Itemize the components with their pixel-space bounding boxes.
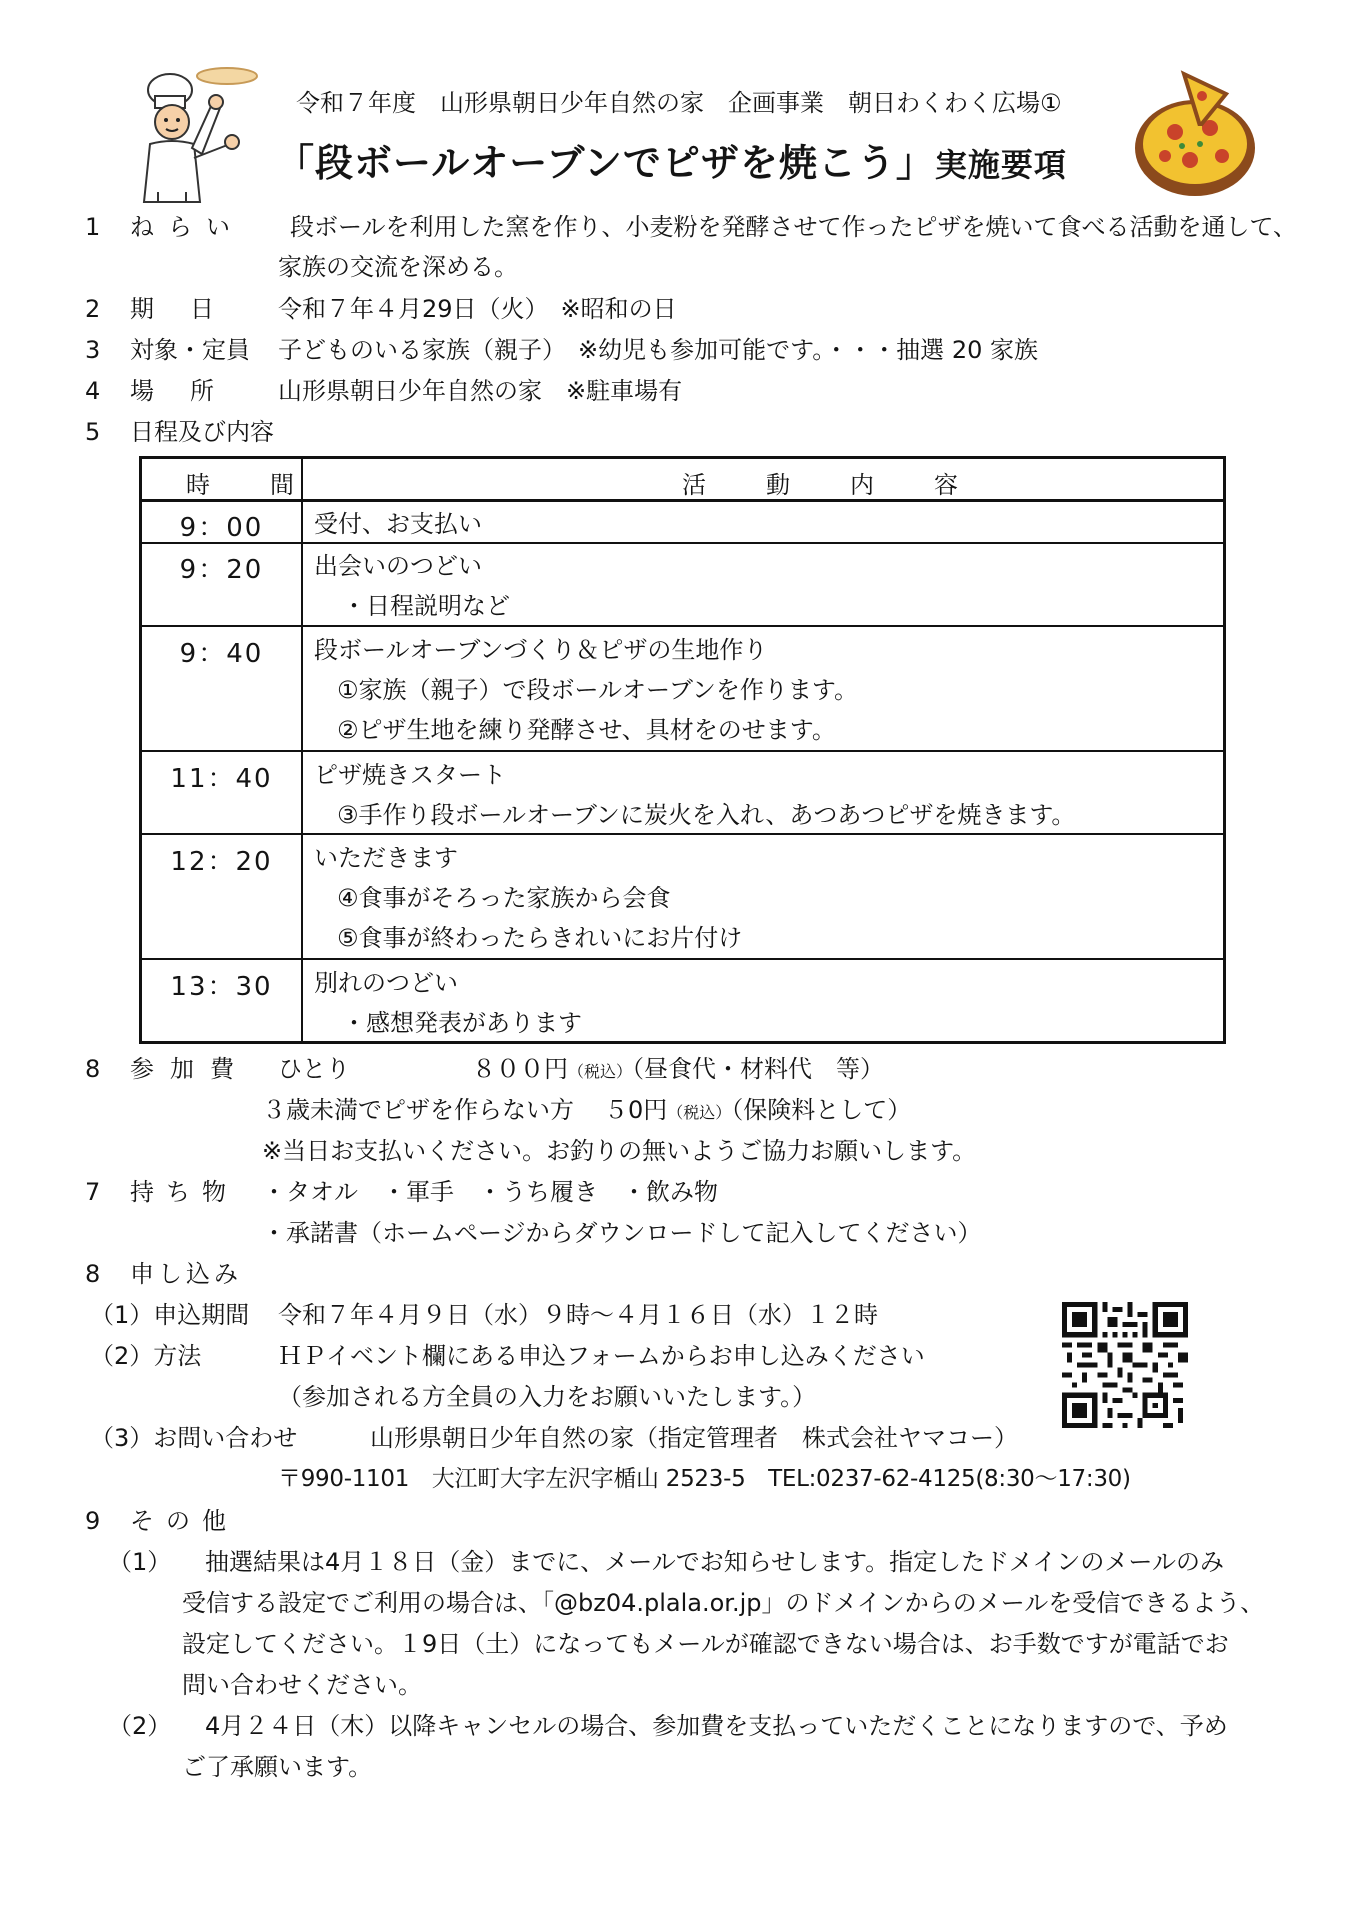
belongings-label: 持ち物 [130,1178,238,1206]
schedule-table [139,456,1226,1044]
schedule-heading: 日程及び内容 [130,418,274,446]
fee-price-2: ５0円 [604,1096,668,1124]
date-label: 期 日 [130,295,220,323]
contact-address: 〒990-1101 大江町大字左沢字楯山 2523-5 TEL:0237-62-4125(8:30～17:30) [278,1466,1131,1492]
target-label: 対象・定員 [130,336,250,364]
header-line: 令和７年度 山形県朝日少年自然の家 企画事業 朝日わくわく広場① [296,89,1062,117]
schedule-activity-title: 受付、お支払い [314,510,482,538]
application-method-label: （2）方法 [90,1342,202,1370]
row-divider [142,750,1223,752]
schedule-time: 9：40 [179,639,264,669]
row-divider [142,542,1223,544]
title-main: 「段ボールオーブンでピザを焼こう」 [276,141,935,185]
pizza-illustration [1130,70,1260,200]
other-item-2-line: 4月２４日（木）以降キャンセルの場合、参加費を支払っていただくことになりますので、予め [205,1712,1228,1740]
schedule-activity-title: いただきます [314,844,458,872]
aim-label: ねらい [130,213,244,241]
schedule-activity-title: ピザ焼きスタート [314,761,506,789]
section-number: 1 [85,213,101,241]
aim-text-1: 段ボールを利用した窯を作り、小麦粉を発酵させて作ったピザを焼いて食べる活動を通して、 [290,213,1298,241]
schedule-activity-detail: ③手作り段ボールオーブンに炭火を入れ、あつあつピザを焼きます。 [337,801,1076,829]
schedule-activity-detail: ・感想発表があります [342,1009,582,1037]
fee-line-2 [604,1095,911,1128]
section-number: 7 [85,1178,101,1206]
fee-who-2: ３歳未満でピザを作らない方 [262,1096,574,1124]
fee-tax-2: （税込） [667,1103,732,1122]
fee-price-1: ８００円 [472,1055,568,1083]
other-item-1-label: （1） [108,1548,172,1576]
time-column-header: 時 間 [186,471,312,499]
application-period: 令和７年４月９日（水）９時～４月１６日（水）１２時 [278,1301,878,1329]
schedule-activity-title: 段ボールオーブンづくり＆ピザの生地作り [314,636,768,664]
schedule-activity-detail: ④食事がそろった家族から会食 [337,884,671,912]
fee-line-1 [472,1054,884,1087]
fee-who-1: ひとり [278,1055,350,1083]
schedule-activity-detail: ⑤食事が終わったらきれいにお片付け [337,924,743,952]
fee-label: 参加費 [130,1055,250,1083]
contact-label: （3）お問い合わせ [90,1424,298,1452]
application-period-label: （1）申込期間 [90,1301,250,1329]
schedule-activity-detail: ①家族（親子）で段ボールオーブンを作ります。 [337,676,858,704]
application-method: ＨＰイベント欄にある申込フォームからお申し込みください [278,1342,925,1370]
date-text: 令和７年４月29日（火） ※昭和の日 [278,295,677,323]
place-label: 場 所 [130,377,220,405]
schedule-activity-title: 別れのつどい [314,969,458,997]
application-method-note: （参加される方全員の入力をお願いいたします。） [278,1383,817,1411]
contact-organization: 山形県朝日少年自然の家（指定管理者 株式会社ヤマコー） [370,1424,1018,1452]
fee-payment-note: ※当日お支払いください。お釣りの無いようご協力お願いします。 [262,1137,977,1165]
row-divider [142,958,1223,960]
schedule-time: 9：20 [179,555,264,585]
section-number: 9 [85,1507,101,1535]
target-text: 子どものいる家族（親子） ※幼児も参加可能です。・・・抽選 20 家族 [278,336,1038,364]
application-label: 申し込み [130,1260,242,1288]
section-number: 8 [85,1055,101,1083]
qr-code[interactable] [1062,1302,1188,1428]
section-number: 5 [85,418,101,446]
belongings-line-1: ・タオル ・軍手 ・うち履き ・飲み物 [262,1178,718,1206]
other-item-1-line: 設定してください。１9日（土）になってもメールが確認できない場合は、お手数ですが電話でお [182,1630,1229,1658]
schedule-time: 11：40 [170,764,273,794]
fee-note-1: （昼食代・材料代 等） [632,1055,885,1083]
aim-text-2: 家族の交流を深める。 [278,253,518,281]
activity-column-header: 活 動 内 容 [682,471,976,499]
row-divider [142,625,1223,627]
schedule-activity-detail: ・日程説明など [342,592,510,620]
belongings-line-2: ・承諾書（ホームページからダウンロードして記入してください） [262,1219,982,1247]
schedule-time: 12：20 [170,847,273,877]
other-item-1-line: 受信する設定でご利用の場合は、「@bz04.plala.or.jp」のドメインからのメールを受信できるよう、 [182,1589,1265,1617]
section-number: 2 [85,295,101,323]
fee-note-2: （保険料として） [731,1096,912,1124]
page-title [276,140,1067,188]
section-number: 4 [85,377,101,405]
other-item-1-line: 抽選結果は4月１８日（金）までに、メールでお知らせします。指定したドメインのメールのみ [205,1548,1224,1576]
title-tail: 実施要項 [934,146,1067,184]
section-number: 3 [85,336,101,364]
fee-tax-1: （税込） [568,1062,633,1081]
section-number: 8 [85,1260,101,1288]
schedule-time: 13：30 [170,972,273,1002]
other-label: その他 [130,1507,238,1535]
other-item-1-line: 問い合わせください。 [182,1671,422,1699]
schedule-activity-title: 出会いのつどい [314,552,482,580]
schedule-activity-detail: ②ピザ生地を練り発酵させ、具材をのせます。 [337,716,836,744]
other-item-2-label: （2） [108,1712,172,1740]
schedule-time: 9：00 [179,513,264,543]
row-divider [142,833,1223,835]
other-item-2-line: ご了承願います。 [182,1753,373,1781]
pizza-chef-illustration [130,62,270,207]
place-text: 山形県朝日少年自然の家 ※駐車場有 [278,377,683,405]
